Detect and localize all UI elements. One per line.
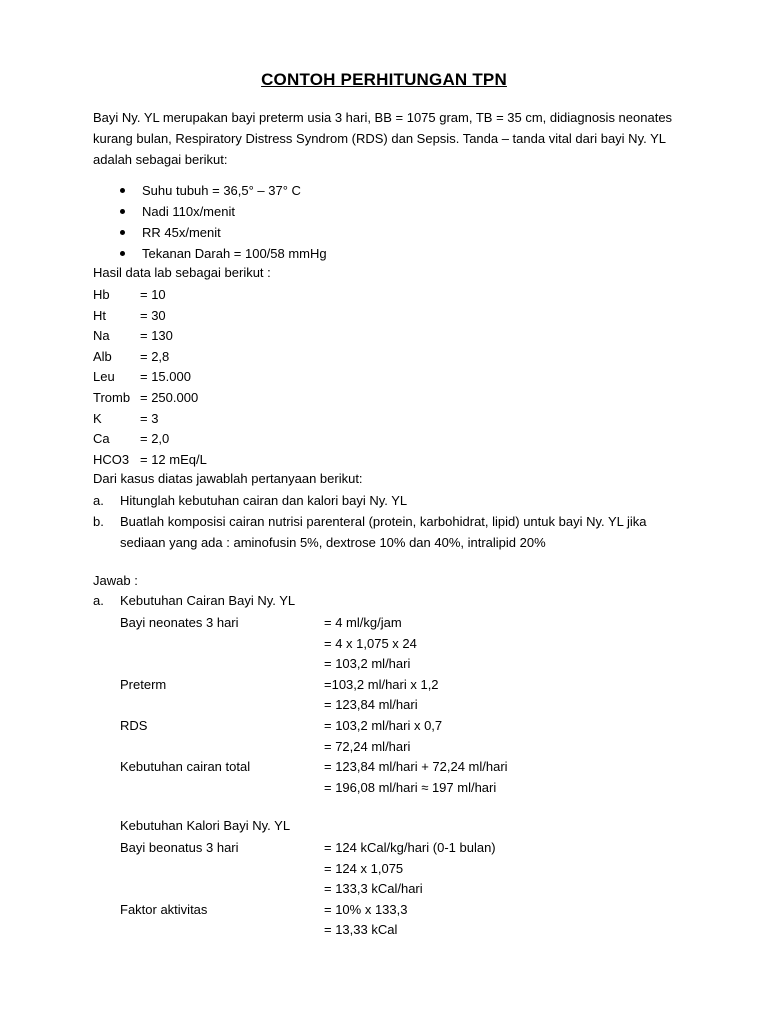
- list-item: Suhu tubuh = 36,5° – 37° C: [118, 180, 327, 201]
- calc-value: = 124 x 1,075: [324, 860, 404, 876]
- lab-row: [93, 326, 207, 347]
- question-item: [93, 490, 680, 511]
- page-title: CONTOH PERHITUNGAN TPN: [261, 70, 507, 89]
- calc-row: [120, 654, 508, 675]
- calc-label: Bayi neonates 3 hari: [120, 615, 239, 630]
- calc-value: = 124 kCal/kg/hari (0-1 bulan): [324, 840, 496, 855]
- calc-value: = 123,84 ml/hari + 72,24 ml/hari: [324, 759, 508, 775]
- list-item: Nadi 110x/menit: [118, 201, 327, 222]
- lab-heading: Hasil data lab sebagai berikut :: [93, 265, 271, 280]
- question-letter: b.: [93, 514, 104, 529]
- answer-a-title: Kebutuhan Cairan Bayi Ny. YL: [120, 593, 296, 608]
- calc-row: [120, 859, 496, 880]
- answer-heading: Jawab :: [93, 573, 138, 588]
- list-item: RR 45x/menit: [118, 222, 327, 243]
- lab-row: [93, 450, 207, 471]
- calc-value: = 10% x 133,3: [324, 901, 408, 917]
- lab-name: Leu: [93, 369, 115, 385]
- calc-label: Faktor aktivitas: [120, 901, 208, 917]
- lab-value: = 250.000: [140, 389, 199, 405]
- question-text: Buatlah komposisi cairan nutrisi parenteral (protein, karbohidrat, lipid) untuk bayi Ny. YL jika sediaan yang ada : aminofusin 5%, dextrose 10% dan 40%, intralipid 20%: [120, 514, 647, 550]
- lab-value: = 15.000: [140, 369, 191, 385]
- calc-row: [120, 737, 508, 758]
- calorie-heading: Kebutuhan Kalori Bayi Ny. YL: [120, 818, 291, 833]
- calc-label: [120, 634, 324, 655]
- calc-row: [120, 838, 496, 859]
- calc-value: =103,2 ml/hari x 1,2: [324, 676, 439, 692]
- question-item: [93, 511, 680, 553]
- calc-value: = 103,2 ml/hari x 0,7: [324, 717, 443, 733]
- lab-name: Alb: [93, 348, 112, 364]
- vital-signs-list: [118, 180, 327, 264]
- calc-label: [120, 654, 324, 675]
- calc-row: [120, 695, 508, 716]
- lab-row: [93, 388, 207, 409]
- lab-name: Hb: [93, 287, 110, 302]
- lab-name: K: [93, 410, 102, 426]
- calc-row: [120, 613, 508, 634]
- lab-value: = 10: [140, 287, 166, 302]
- lab-value: = 30: [140, 307, 166, 323]
- lab-name: HCO3: [93, 451, 130, 467]
- lab-row: [93, 409, 207, 430]
- answer-a-heading: [93, 593, 295, 608]
- case-intro-paragraph: Bayi Ny. YL merupakan bayi preterm usia 3 hari, BB = 1075 gram, TB = 35 cm, didiagnosis neonates kurang bulan, Respiratory Distress Syndrom (RDS) dan Sepsis. Tanda – tanda vital dari bayi Ny. YL adalah sebagai berikut:: [93, 110, 673, 167]
- calc-label: Bayi beonatus 3 hari: [120, 840, 239, 855]
- lab-row: [93, 367, 207, 388]
- calc-label: [120, 778, 324, 799]
- question-text: Hitunglah kebutuhan cairan dan kalori bayi Ny. YL: [120, 493, 408, 508]
- calc-row: [120, 634, 508, 655]
- calc-row: [120, 675, 508, 696]
- answer-letter: a.: [93, 593, 104, 608]
- calc-row: [120, 778, 508, 799]
- lab-value: = 3: [140, 410, 159, 426]
- questions-heading: Dari kasus diatas jawablah pertanyaan berikut:: [93, 471, 363, 486]
- calc-label: [120, 859, 324, 880]
- lab-name: Tromb: [93, 389, 131, 405]
- calc-value: = 123,84 ml/hari: [324, 697, 418, 713]
- fluid-calculation: [120, 613, 508, 798]
- lab-row: [93, 429, 207, 450]
- lab-value: = 2,8: [140, 348, 170, 364]
- calc-row: [120, 879, 496, 900]
- calc-row: [120, 920, 496, 941]
- lab-name: Na: [93, 328, 110, 344]
- lab-row: [93, 347, 207, 368]
- lab-value: = 2,0: [140, 431, 170, 447]
- calc-value: = 13,33 kCal: [324, 922, 398, 938]
- calc-row: [120, 900, 496, 921]
- calorie-calculation: [120, 838, 496, 941]
- calc-row: [120, 716, 508, 737]
- calc-label: [120, 879, 324, 900]
- calc-label: Kebutuhan cairan total: [120, 759, 251, 775]
- lab-row: [93, 306, 207, 327]
- calc-value: = 196,08 ml/hari ≈ 197 ml/hari: [324, 779, 497, 795]
- calc-label: RDS: [120, 717, 148, 733]
- calc-label: [120, 695, 324, 716]
- calc-row: [120, 757, 508, 778]
- calc-value: = 133,3 kCal/hari: [324, 881, 423, 897]
- lab-value: = 130: [140, 328, 173, 344]
- calc-value: = 103,2 ml/hari: [324, 656, 411, 672]
- lab-results-list: [93, 285, 207, 470]
- calc-value: = 72,24 ml/hari: [324, 738, 411, 754]
- list-item: Tekanan Darah = 100/58 mmHg: [118, 243, 327, 264]
- question-letter: a.: [93, 493, 104, 508]
- lab-name: Ht: [93, 307, 106, 323]
- calc-value: = 4 ml/kg/jam: [324, 615, 402, 630]
- calc-label: Preterm: [120, 676, 167, 692]
- lab-name: Ca: [93, 431, 110, 447]
- calc-value: = 4 x 1,075 x 24: [324, 635, 417, 651]
- calc-label: [120, 737, 324, 758]
- calc-label: [120, 920, 324, 941]
- questions-list: [93, 490, 680, 553]
- lab-row: [93, 285, 207, 306]
- lab-value: = 12 mEq/L: [140, 451, 207, 467]
